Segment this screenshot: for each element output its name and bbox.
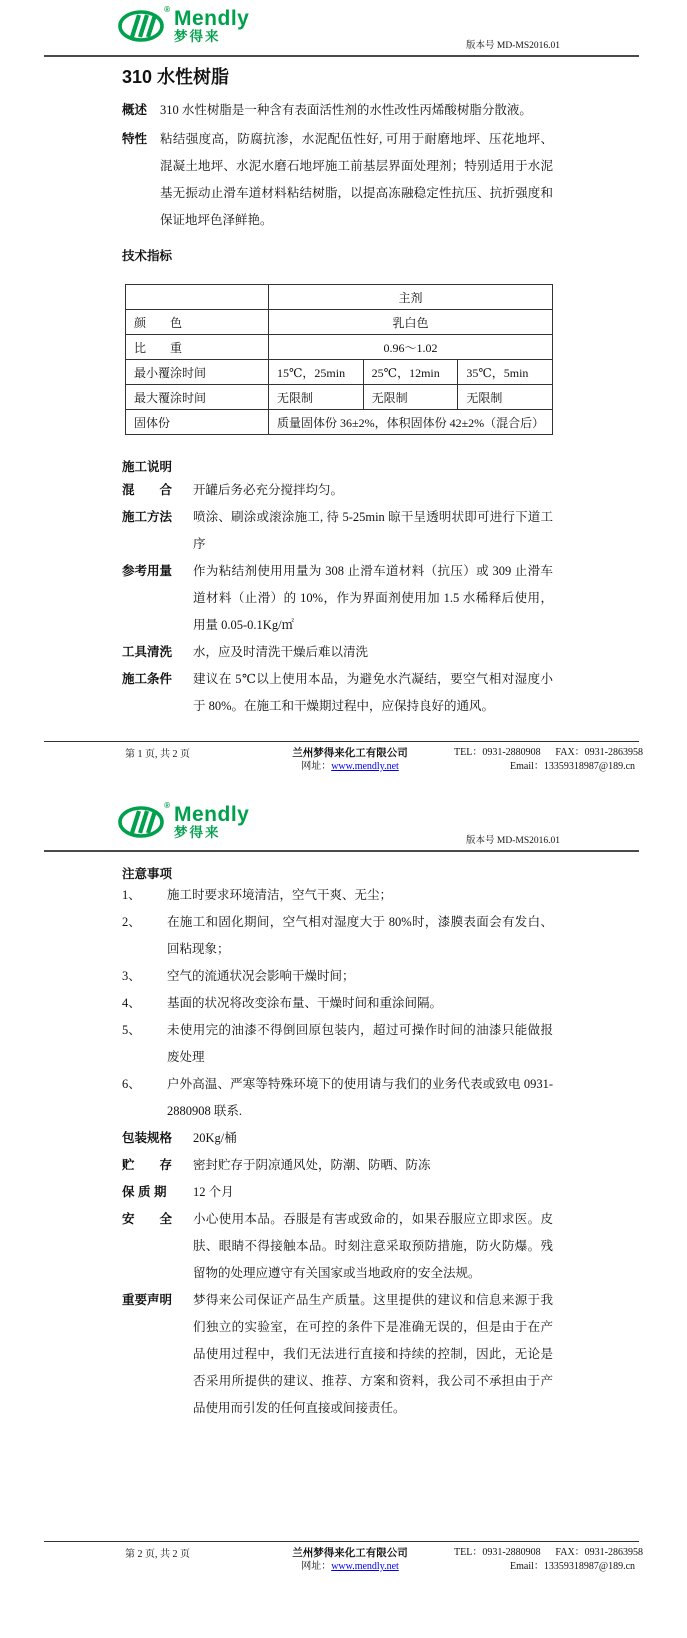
table-cell: 颜 色 [126, 310, 269, 335]
mendly-logo-icon [118, 5, 170, 44]
note-text: 未使用完的油漆不得倒回原包装内，超过可操作时间的油漆只能做报废处理 [167, 1023, 553, 1064]
table-cell: 乳白色 [269, 310, 553, 335]
construction-item-mixing [122, 477, 553, 504]
note-number: 5、 [122, 1023, 141, 1037]
table-row [126, 385, 553, 410]
email-address: Email：13359318987@189.cn [510, 1561, 636, 1572]
note-item [122, 909, 553, 963]
table-cell: 比 重 [126, 335, 269, 360]
features-label: 特性 [122, 132, 148, 146]
features-section [122, 126, 553, 234]
note-text: 户外高温、严寒等特殊环境下的使用请与我们的业务代表或致电 0931-2880908 联系. [167, 1077, 553, 1118]
company-name: 兰州梦得来化工有限公司 [292, 747, 408, 759]
mendly-logo [118, 801, 250, 840]
footer-content [0, 745, 687, 774]
notes-heading: 注意事项 [122, 867, 173, 881]
logo-wordmark [174, 8, 249, 44]
note-text: 在施工和固化期间，空气相对湿度大于 80%时，漆膜表面会有发白、回粘现象； [167, 915, 553, 956]
brand-name: Mendly [174, 7, 250, 30]
brand-name-chinese: 梦得来 [174, 29, 221, 44]
construction-item-text: 建议在 5℃以上使用本品，为避免水汽凝结，要空气相对湿度小于 80%。在施工和干燥期过程中，应保持良好的通风。 [193, 672, 553, 713]
section-label: 贮 存 [122, 1158, 173, 1172]
section-text: 密封贮存于阴凉通风处，防潮、防晒、防冻 [193, 1158, 431, 1172]
note-text: 空气的流通状况会影响干燥时间； [167, 969, 355, 983]
note-item [122, 990, 553, 1017]
disclaimer-section [122, 1287, 553, 1422]
overview-text: 310 水性树脂是一种含有表面活性剂的水性改性丙烯酸树脂分散液。 [160, 103, 532, 117]
website-label: 网址： [301, 1561, 332, 1572]
tech-spec-heading: 技术指标 [122, 249, 173, 263]
section-text: 梦得来公司保证产品生产质量。这里提供的建议和信息来源于我们独立的实验室，在可控的条件下是准确无误的，但是由于在产品使用过程中，我们无法进行直接和持续的控制，因此，无论是否采用所提供的建议、推荐、方案和资料，我公司不承担由于产品使用而引发的任何直接或间接责任。 [193, 1293, 553, 1415]
construction-item-label: 施工方法 [122, 510, 173, 524]
section-label: 包装规格 [122, 1131, 173, 1145]
table-cell: 25℃，12min [363, 360, 458, 385]
section-label: 保 质 期 [122, 1185, 167, 1199]
table-row [126, 410, 553, 435]
tel-number: TEL：0931-2880908 [454, 1547, 541, 1558]
table-cell: 无限制 [458, 385, 553, 410]
page-number: 第 1 页, 共 2 页 [125, 749, 190, 760]
footer-contact-block [440, 746, 647, 774]
table-cell: 0.96～1.02 [269, 335, 553, 360]
construction-item-label: 施工条件 [122, 672, 173, 686]
website-label: 网址： [301, 761, 332, 772]
section-label: 重要声明 [122, 1293, 173, 1307]
page-1 [0, 0, 687, 790]
table-cell: 固体份 [126, 410, 269, 435]
website-line [260, 1560, 440, 1574]
footer-divider [44, 741, 639, 742]
fax-number: FAX：0931-2863958 [555, 747, 643, 758]
safety-section [122, 1206, 553, 1287]
features-text: 粘结强度高，防腐抗渗，水泥配伍性好, 可用于耐磨地坪、压花地坪、混凝土地坪、水泥水磨石地坪施工前基层界面处理剂；特别适用于水泥基无振动止滑车道材料粘结树脂，以提高冻融稳定性抗压、抗折强度和保证地坪色泽鲜艳。 [160, 132, 553, 227]
tel-fax-line [454, 1546, 647, 1560]
shelf-life-section [122, 1179, 553, 1206]
header-divider [44, 850, 639, 852]
page-footer [0, 1541, 687, 1574]
table-cell [126, 285, 269, 310]
note-number: 1、 [122, 888, 141, 902]
construction-item-text: 开罐后务必充分搅拌均匀。 [193, 483, 344, 497]
brand-name-chinese: 梦得来 [174, 825, 221, 840]
tel-number: TEL：0931-2880908 [454, 747, 541, 758]
table-cell: 质量固体份 36±2%，体积固体份 42±2%（混合后） [269, 410, 553, 435]
table-cell: 无限制 [363, 385, 458, 410]
note-text: 施工时要求环境清洁，空气干爽、无尘； [167, 888, 393, 902]
table-cell: 最大覆涂时间 [126, 385, 269, 410]
header-divider [44, 55, 639, 57]
table-cell: 无限制 [269, 385, 364, 410]
table-row [126, 310, 553, 335]
table-cell: 35℃，5min [458, 360, 553, 385]
brand-name: Mendly [174, 803, 250, 826]
mendly-logo [118, 5, 250, 44]
table-row [126, 360, 553, 385]
website-link[interactable]: www.mendly.net [331, 1561, 399, 1572]
footer-content [0, 1545, 687, 1574]
footer-company-block [260, 1546, 440, 1574]
section-text: 20Kg/桶 [193, 1131, 237, 1145]
note-item [122, 882, 553, 909]
note-item [122, 1017, 553, 1071]
section-text: 小心使用本品。吞服是有害或致命的，如果吞服应立即求医。皮肤、眼睛不得接触本品。时刻注意采取预防措施，防火防爆。残留物的处理应遵守有关国家或当地政府的安全法规。 [193, 1212, 553, 1280]
footer-contact-block [440, 1546, 647, 1574]
note-item [122, 963, 553, 990]
section-label: 安 全 [122, 1212, 173, 1226]
construction-item-text: 水，应及时清洗干燥后难以清洗 [193, 645, 369, 659]
overview-section [122, 97, 553, 124]
page-number: 第 2 页, 共 2 页 [125, 1549, 190, 1560]
footer-company-block [260, 746, 440, 774]
logo-wordmark [174, 804, 249, 840]
storage-section [122, 1152, 553, 1179]
overview-label: 概述 [122, 103, 148, 117]
website-link[interactable]: www.mendly.net [331, 761, 399, 772]
construction-item-cleaning [122, 639, 553, 666]
construction-item-text: 喷涂、刷涂或滚涂施工, 待 5-25min 晾干呈透明状即可进行下道工序 [193, 510, 553, 551]
construction-item-method [122, 504, 553, 558]
construction-item-text: 作为粘结剂使用用量为 308 止滑车道材料（抗压）或 309 止滑车道材料（止滑）的 10%，作为界面剂使用加 1.5 水稀释后使用，用量 0.05-0.1Kg/㎡ [193, 564, 553, 632]
note-number: 3、 [122, 969, 141, 983]
construction-item-dosage [122, 558, 553, 639]
construction-item-label: 参考用量 [122, 564, 173, 578]
version-label: 版本号 MD-MS2016.01 [466, 836, 560, 846]
fax-number: FAX：0931-2863958 [555, 1547, 643, 1558]
website-line [260, 760, 440, 774]
note-number: 2、 [122, 915, 141, 929]
table-cell: 15℃，25min [269, 360, 364, 385]
construction-heading: 施工说明 [122, 460, 173, 474]
section-text: 12 个月 [193, 1185, 234, 1199]
page-header [0, 790, 687, 850]
table-cell: 主剂 [269, 285, 553, 310]
page-header [0, 0, 687, 55]
construction-item-label: 工具清洗 [122, 645, 173, 659]
construction-item-conditions [122, 666, 553, 720]
table-cell: 最小覆涂时间 [126, 360, 269, 385]
page-footer [0, 741, 687, 774]
note-text: 基面的状况将改变涂布量、干燥时间和重涂间隔。 [167, 996, 443, 1010]
mendly-logo-icon [118, 801, 170, 840]
packaging-section [122, 1125, 553, 1152]
table-row [126, 335, 553, 360]
construction-item-label: 混 合 [122, 483, 173, 497]
note-number: 6、 [122, 1077, 141, 1091]
email-address: Email：13359318987@189.cn [510, 761, 636, 772]
table-row [126, 285, 553, 310]
version-label: 版本号 MD-MS2016.01 [466, 41, 560, 51]
company-name: 兰州梦得来化工有限公司 [292, 1547, 408, 1559]
note-item [122, 1071, 553, 1125]
page-title: 310 水性树脂 [122, 67, 230, 87]
registered-trademark-icon: ® [164, 5, 170, 14]
spec-table [125, 284, 553, 435]
page-2 [0, 790, 687, 1638]
footer-divider [44, 1541, 639, 1542]
registered-trademark-icon: ® [164, 801, 170, 810]
tel-fax-line [454, 746, 647, 760]
note-number: 4、 [122, 996, 141, 1010]
